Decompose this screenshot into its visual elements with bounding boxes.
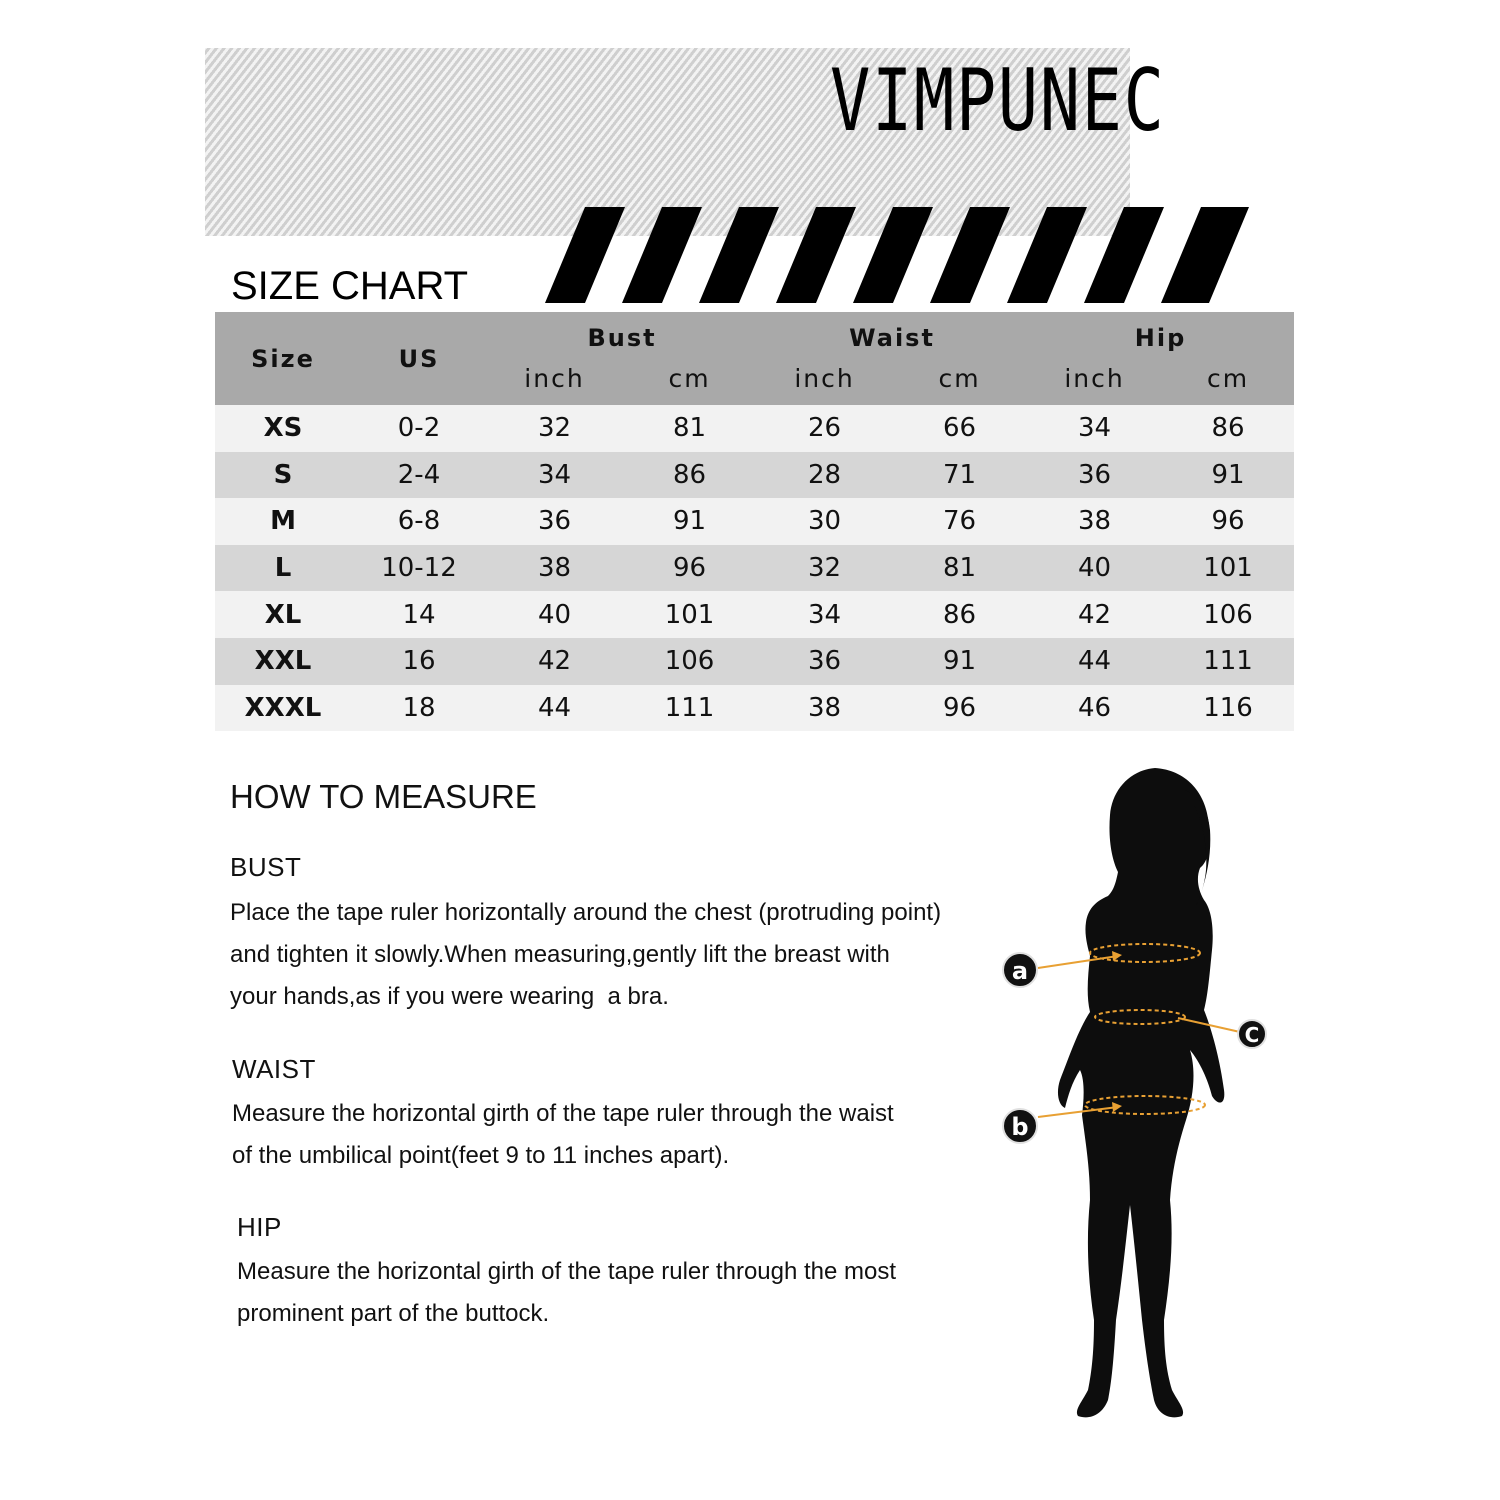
- header-bust: Bust: [487, 312, 757, 364]
- bust-description-line: your hands,as if you were wearing a bra.: [230, 983, 669, 1010]
- body-measurement-figure: [990, 760, 1280, 1460]
- cell-bust-cm: 96: [622, 545, 757, 592]
- cell-waist-cm: 96: [892, 685, 1027, 732]
- table-row: [215, 591, 1294, 638]
- cell-waist-inch: 34: [757, 591, 892, 638]
- table-header-row: [215, 312, 1294, 364]
- cell-waist-inch: 38: [757, 685, 892, 732]
- cell-bust-cm: 86: [622, 452, 757, 499]
- cell-hip-inch: 44: [1027, 638, 1162, 685]
- header-waist-cm: cm: [892, 364, 1027, 405]
- cell-hip-cm: 96: [1162, 498, 1294, 545]
- cell-us: 2-4: [351, 452, 487, 499]
- cell-waist-cm: 76: [892, 498, 1027, 545]
- cell-waist-cm: 66: [892, 405, 1027, 452]
- cell-waist-inch: 36: [757, 638, 892, 685]
- diagonal-stripes-decoration: [540, 200, 1260, 310]
- cell-hip-inch: 38: [1027, 498, 1162, 545]
- header-hip: Hip: [1027, 312, 1294, 364]
- bust-title: BUST: [230, 852, 302, 882]
- cell-bust-inch: 36: [487, 498, 622, 545]
- cell-bust-cm: 101: [622, 591, 757, 638]
- cell-size: L: [215, 545, 351, 592]
- header-us: US: [351, 312, 487, 405]
- size-chart-title: SIZE CHART: [231, 264, 469, 308]
- cell-waist-inch: 30: [757, 498, 892, 545]
- cell-bust-cm: 106: [622, 638, 757, 685]
- cell-us: 10-12: [351, 545, 487, 592]
- header-bust-cm: cm: [622, 364, 757, 405]
- cell-hip-inch: 36: [1027, 452, 1162, 499]
- cell-size: XXXL: [215, 685, 351, 732]
- marker-b-label: b: [1011, 1113, 1029, 1141]
- cell-size: M: [215, 498, 351, 545]
- cell-us: 16: [351, 638, 487, 685]
- cell-bust-inch: 42: [487, 638, 622, 685]
- cell-bust-inch: 38: [487, 545, 622, 592]
- cell-size: XL: [215, 591, 351, 638]
- bust-description-line: Place the tape ruler horizontally around the chest (protruding point): [230, 899, 942, 926]
- cell-hip-inch: 46: [1027, 685, 1162, 732]
- cell-waist-cm: 81: [892, 545, 1027, 592]
- cell-waist-cm: 71: [892, 452, 1027, 499]
- cell-us: 14: [351, 591, 487, 638]
- cell-hip-cm: 91: [1162, 452, 1294, 499]
- cell-hip-inch: 34: [1027, 405, 1162, 452]
- cell-waist-inch: 26: [757, 405, 892, 452]
- waist-description-line: of the umbilical point(feet 9 to 11 inches apart).: [232, 1142, 730, 1169]
- hip-description: [237, 1251, 1037, 1335]
- cell-size: XXL: [215, 638, 351, 685]
- table-row: [215, 685, 1294, 732]
- table-row: [215, 545, 1294, 592]
- table-row: [215, 638, 1294, 685]
- cell-hip-cm: 111: [1162, 638, 1294, 685]
- cell-hip-cm: 101: [1162, 545, 1294, 592]
- cell-hip-inch: 42: [1027, 591, 1162, 638]
- cell-bust-cm: 91: [622, 498, 757, 545]
- cell-size: S: [215, 452, 351, 499]
- header-waist: Waist: [757, 312, 1027, 364]
- header-bust-inch: inch: [487, 364, 622, 405]
- table-row: [215, 452, 1294, 499]
- hip-description-line: prominent part of the buttock.: [237, 1300, 550, 1327]
- cell-bust-inch: 44: [487, 685, 622, 732]
- size-chart-table: [215, 312, 1294, 731]
- marker-c-label: C: [1244, 1023, 1260, 1047]
- bust-description: [230, 892, 1030, 1018]
- cell-bust-cm: 81: [622, 405, 757, 452]
- cell-hip-inch: 40: [1027, 545, 1162, 592]
- bust-description-line: and tighten it slowly.When measuring,gently lift the breast with: [230, 941, 890, 968]
- header-hip-cm: cm: [1162, 364, 1294, 405]
- waist-title: WAIST: [232, 1054, 316, 1084]
- header-waist-inch: inch: [757, 364, 892, 405]
- waist-description: [232, 1093, 1032, 1177]
- cell-bust-inch: 40: [487, 591, 622, 638]
- header-size: Size: [215, 312, 351, 405]
- header-hip-inch: inch: [1027, 364, 1162, 405]
- female-silhouette: [1058, 768, 1224, 1417]
- cell-us: 18: [351, 685, 487, 732]
- cell-waist-inch: 28: [757, 452, 892, 499]
- cell-us: 0-2: [351, 405, 487, 452]
- marker-a-label: a: [1011, 957, 1029, 985]
- waist-description-line: Measure the horizontal girth of the tape ruler through the waist: [232, 1100, 894, 1127]
- cell-bust-inch: 32: [487, 405, 622, 452]
- cell-hip-cm: 86: [1162, 405, 1294, 452]
- cell-hip-cm: 116: [1162, 685, 1294, 732]
- cell-hip-cm: 106: [1162, 591, 1294, 638]
- cell-us: 6-8: [351, 498, 487, 545]
- hip-description-line: Measure the horizontal girth of the tape ruler through the most: [237, 1258, 897, 1285]
- cell-size: XS: [215, 405, 351, 452]
- brand-logo: VIMPUNEC: [830, 51, 1166, 151]
- table-row: [215, 498, 1294, 545]
- cell-waist-cm: 91: [892, 638, 1027, 685]
- hip-title: HIP: [237, 1212, 282, 1242]
- how-to-measure-title: HOW TO MEASURE: [230, 778, 537, 815]
- cell-bust-inch: 34: [487, 452, 622, 499]
- table-row: [215, 405, 1294, 452]
- cell-waist-inch: 32: [757, 545, 892, 592]
- cell-bust-cm: 111: [622, 685, 757, 732]
- cell-waist-cm: 86: [892, 591, 1027, 638]
